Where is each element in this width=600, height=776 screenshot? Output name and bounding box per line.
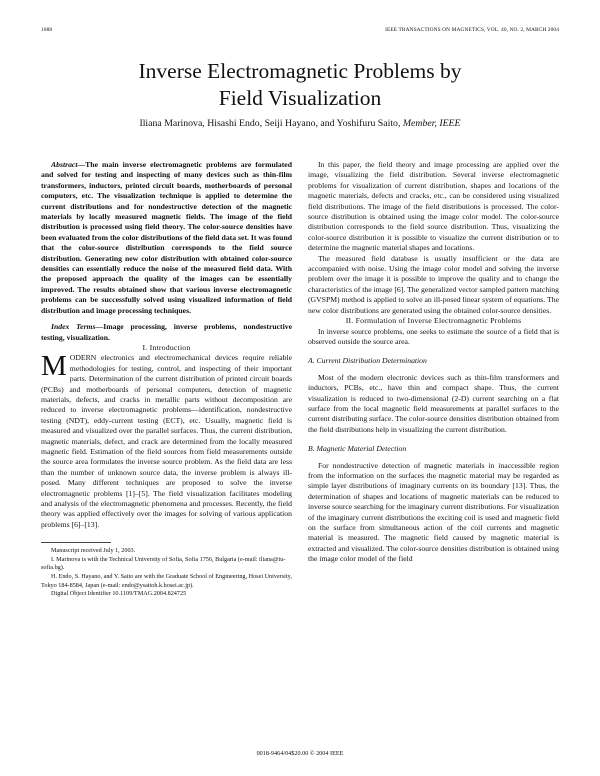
introduction-text: ODERN electronics and electromechanical devices require reliable methodologies for testing, control, and inspecting of their important parts. Determination of the current distribution of printed circuit boards (PCBs) and motherboards of personal computers, detection of magnetic materials, defects, and cracks in metallic parts without decomposition are reduced to inverse electromagnetic problems—identification, nondestructive testing (NDT), eddy-current testing (ECT), etc. Usually, magnetic field is measured and visualized over the parallel surfaces. Thus, the current distribution, magnetic materials, defect, and crack are determined from the locally measured magnetic field. Estimation of the field sources from field measurements outside the source area formulates the inverse source problem. As the field data are less than the number of unknown source data, the inverse problem is always ill-posed. Many different techniques are proposed to solve the inverse electromagnetic problems [1]–[5]. The field visualization facilitates modeling and analysis of the electromagnetic phenomena and processes. Recently, the field theory was applied effectively over the images for solving of various application problems [6]–[13]. (41, 353, 292, 529)
paragraph: Most of the modern electronic devices such as thin-film transformers and inductors, PCBs, etc., have thin and compact shape. Thus, the current visualization is reduced to two-dimensional (2-D) current searching on a flat surface from the local magnetic field measurements at parallel surfaces to the current distributing surface. The color-source densities distribution obtained from the field distributions help in visualizing the current distribution. (308, 372, 559, 434)
subsection-heading-magnetic: B. Magnetic Material Detection (308, 444, 407, 454)
paragraph: In inverse source problems, one seeks to estimate the source of a field that is observed outside the source area. (308, 326, 559, 346)
abstract (41, 160, 292, 316)
index-terms-text: Image processing, inverse problems, nondestructive testing, visualization. (41, 322, 292, 342)
footnote-divider (41, 542, 111, 543)
copyright-footer: 0018-9464/04$20.00 © 2004 IEEE (256, 750, 344, 757)
left-column (41, 160, 292, 599)
section-heading-formulation: II. Formulation of Inverse Electromagnetic Problems (345, 316, 522, 326)
paragraph: For nondestructive detection of magnetic materials in inaccessible region from the information on the surfaces the magnetic material may be regarded as simple layer distributions of imaginary currents on its boundary [13]. Thus, the determination of shapes and locations of magnetic materials can be reduced to inverse source searching for the imaginary current distributions. For visualization of the imaginary current distributions the exciting coil is used and magnetic field on the surface from simultaneous action of the coil currents and magnetic material is measured. The magnetic field caused by magnetic material is extracted and visualized. The color-source densities distribution is obtained using the image color model of the field (308, 460, 559, 564)
index-terms (41, 322, 292, 343)
author-membership: Member, IEEE (402, 118, 461, 129)
title-line-1: Inverse Electromagnetic Problems by (138, 59, 462, 83)
paragraph: In this paper, the field theory and image processing are applied over the image, visualizing the field distribution. Several inverse electromagnetic problems for visualization of current distribution, shapes and locations of the magnetic materials, defects and cracks, etc., can be considered using visualized field distributions. The image of the field distributions is processed. The color-source distribution is obtained using the image color model. The color-source distribution corresponds to the field source distribution. Thus, visualizing the color-source distribution it is possible to visualize the current distribution or to determine the magnetic material shapes and locations. (308, 160, 559, 253)
abstract-label: Abstract— (51, 160, 86, 169)
subsection-heading-current: A. Current Distribution Determination (308, 356, 427, 366)
section-heading-introduction: I. Introduction (142, 342, 191, 352)
right-column (308, 160, 559, 565)
author-names: Iliana Marinova, Hisashi Endo, Seiji Hayano, and Yoshifuru Saito, (139, 118, 401, 129)
abstract-text: The main inverse electromagnetic problems are formulated and solved for testing and inspecting of many devices such as thin-film transformers, inductors, printed circuit boards, motherboards of personal computers, etc. The visualization technique is applied to determine the current distributions and for nondestructive detection of the magnetic materials by locally measured magnetic fields. The image of the field distribution is processed using field theory. The color-source densities have been evaluated from the color distributions of the field data set. It was found that the color-source distribution corresponds to the field source distribution. Generating new color distribution with obtained color-source densities can essentially reduce the noise of the measured field data. With the proposed approach the quality of the images can be essentially improved. The results obtained show that various inverse electromagnetic problems can be successfully solved using visualized information of field distribution and image processing techniques. (41, 160, 292, 315)
journal-header: IEEE TRANSACTIONS ON MAGNETICS, VOL. 40, NO. 2, MARCH 2004 (385, 27, 559, 33)
introduction-paragraph (41, 350, 292, 530)
paper-title (0, 58, 600, 112)
footnote-doi: Digital Object Identifier 10.1109/TMAG.2004.824725 (51, 590, 187, 598)
title-line-2: Field Visualization (218, 86, 382, 110)
drop-cap: M (41, 350, 67, 383)
footnote-affiliation-2: H. Endo, S. Hayano, and Y. Saito are with the Graduate School of Engineering, Hosei University, Tokyo 184-8584, Japan (e-mail: endo@ysaitoh.k.hosei.ac.jp). (41, 573, 292, 589)
paragraph: The measured field database is usually insufficient or the data are accompanied with noise. Using the image color model and solving the inverse problem over the image it is possible to improve the quality and to change the characteristics of the image [6]. The generalized vector sampled pattern matching (GVSPM) method is applied to solve an ill-posed linear system of equations. The new color distributions are generated using the obtained color-source densities. (308, 253, 559, 315)
footnote-affiliation-1: I. Marinova is with the Technical University of Sofia, Sofia 1756, Bulgaria (e-mail: iliana@tu-sofia.bg). (41, 555, 286, 572)
index-terms-label: Index Terms— (51, 322, 104, 332)
author-list (0, 118, 600, 129)
page-number: 1088 (41, 27, 53, 33)
footnote-received: Manuscript received July 1, 2003. (51, 547, 136, 555)
